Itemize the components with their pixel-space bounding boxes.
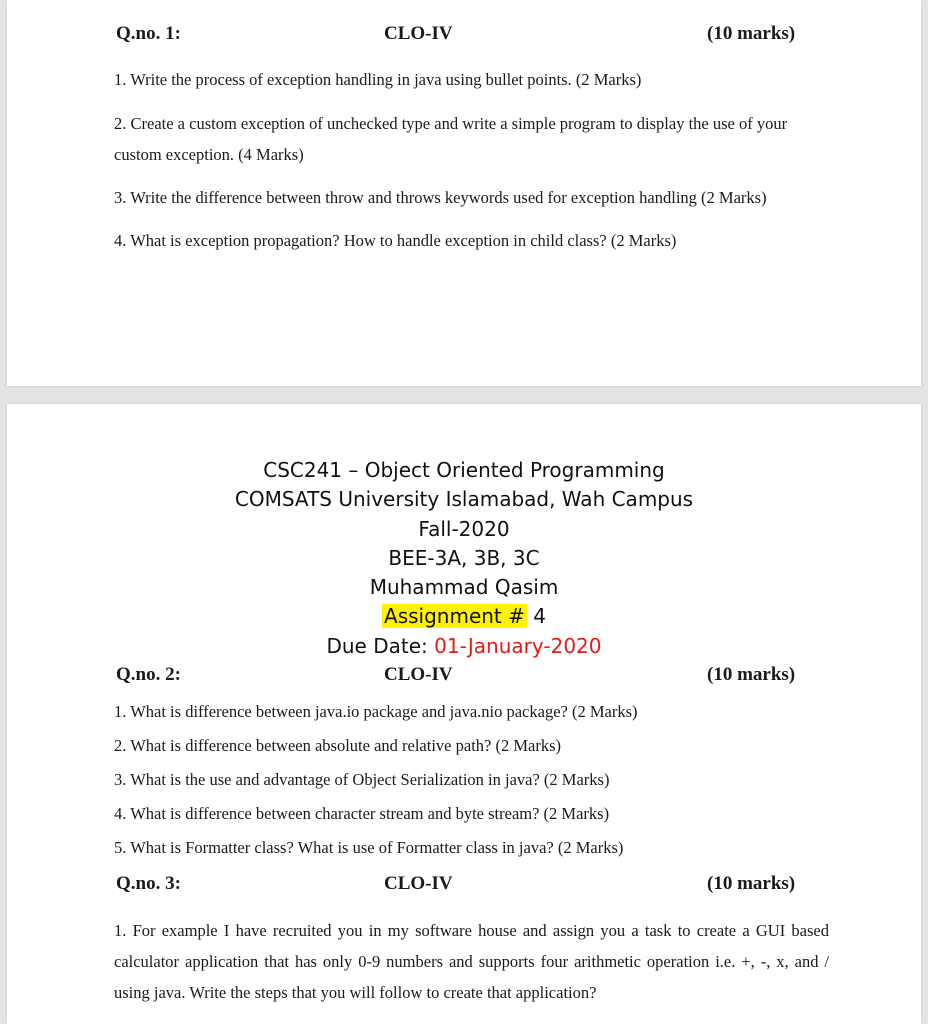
sections: BEE-3A, 3B, 3C [388, 545, 540, 570]
question-number: Q.no. 3: [116, 873, 181, 894]
question-item: 1. Write the process of exception handling in java using bullet points. (2 Marks) [114, 70, 642, 89]
question-2-header [7, 664, 921, 688]
course-header [7, 456, 921, 661]
university-name: COMSATS University Islamabad, Wah Campus [234, 487, 694, 512]
question-item: 3. What is the use and advantage of Object Serialization in java? (2 Marks) [114, 770, 610, 789]
clo-label: CLO-IV [384, 664, 453, 685]
question-number: Q.no. 1: [116, 23, 181, 44]
clo-label: CLO-IV [384, 23, 453, 44]
question-3-header [7, 873, 921, 897]
assignment-label: Assignment # [384, 604, 525, 629]
question-item: 4. What is exception propagation? How to handle exception in child class? (2 Marks) [114, 231, 677, 250]
question-item: 3. Write the difference between throw and throws keywords used for exception handling (2 Marks) [114, 188, 767, 207]
document-page-2 [7, 404, 921, 1024]
question-item: 5. What is Formatter class? What is use of Formatter class in java? (2 Marks) [114, 838, 624, 857]
question-item: 1. For example I have recruited you in my software house and assign you a task to create a GUI based calculator application that has only 0-9 numbers and supports four arithmetic operation i.e. +, -, x, and / using java. Write the steps that you will follow to create that application? [114, 921, 829, 1002]
question-item: 1. What is difference between java.io package and java.nio package? (2 Marks) [114, 702, 638, 721]
question-item: 4. What is difference between character stream and byte stream? (2 Marks) [114, 804, 610, 823]
due-date-line [7, 632, 921, 661]
due-date-value: 01-January-2020 [434, 633, 602, 658]
clo-label: CLO-IV [384, 873, 453, 894]
course-title: CSC241 – Object Oriented Programming [263, 458, 665, 482]
assignment-number: 4 [526, 604, 546, 629]
semester: Fall-2020 [418, 516, 510, 541]
question-number: Q.no. 2: [116, 664, 181, 685]
document-page-1 [7, 0, 921, 386]
question-item: 2. What is difference between absolute and relative path? (2 Marks) [114, 736, 562, 755]
question-1-header [7, 23, 921, 47]
assignment-line [7, 602, 921, 631]
marks-label: (10 marks) [707, 23, 796, 44]
marks-label: (10 marks) [707, 873, 796, 894]
due-date-label: Due Date: [326, 633, 435, 658]
question-item: 2. Create a custom exception of unchecked type and write a simple program to display the use of your custom exception. (4 Marks) [114, 114, 788, 164]
marks-label: (10 marks) [707, 664, 796, 685]
instructor-name: Muhammad Qasim [369, 575, 559, 600]
